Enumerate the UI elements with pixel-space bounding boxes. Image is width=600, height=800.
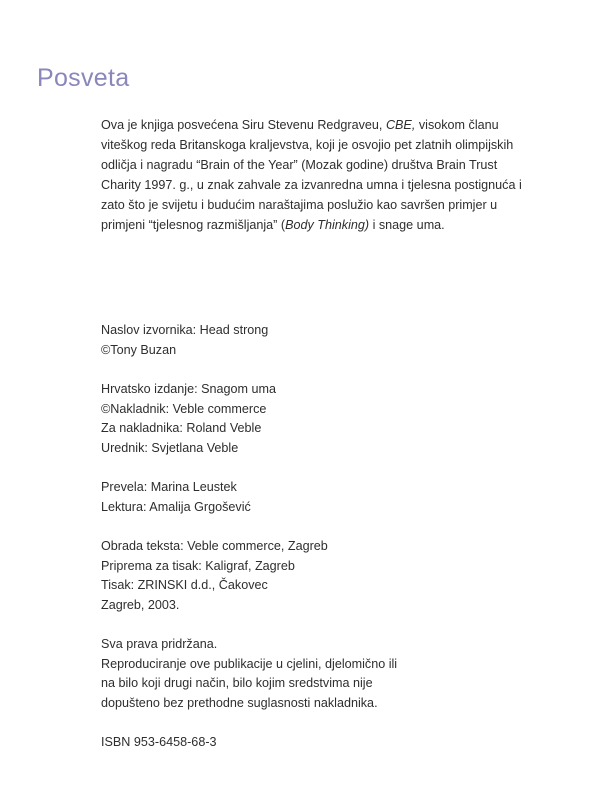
isbn-line: ISBN 953-6458-68-3 <box>101 735 217 749</box>
croatian-edition-block <box>101 380 561 458</box>
isbn-block <box>101 733 561 753</box>
translator-line: Prevela: Marina Leustek <box>101 480 237 494</box>
page-title: Posveta <box>37 64 130 92</box>
original-title-line: Naslov izvornika: Head strong <box>101 323 269 337</box>
original-author-line: ©Tony Buzan <box>101 342 177 357</box>
dedication-paragraph <box>101 115 541 235</box>
dedication-line: odličja i nagradu “Brain of the Year” (Mozak godine) društva Brain Trust <box>101 158 498 172</box>
dedication-line: primjeni “tjelesnog razmišljanja” (Body Thinking) i snage uma. <box>101 218 445 232</box>
colophon <box>101 321 561 773</box>
place-year-line: Zagreb, 2003. <box>101 597 180 612</box>
typesetting-line: Obrada teksta: Veble commerce, Zagreb <box>101 539 328 553</box>
rights-reserved-line: Sva prava pridržana. <box>101 637 218 651</box>
rights-block <box>101 635 561 713</box>
prepress-line: Priprema za tisak: Kaligraf, Zagreb <box>101 558 295 573</box>
publisher-line: ©Nakladnik: Veble commerce <box>101 401 267 416</box>
dedication-line: Ova je knjiga posvećena Siru Stevenu Redgraveu, CBE, visokom članu <box>101 118 499 132</box>
rights-notice-line: dopušteno bez prethodne suglasnosti nakladnika. <box>101 695 378 710</box>
dedication-line: Charity 1997. g., u znak zahvale za izvanredna umna i tjelesna postignuća i <box>101 178 522 192</box>
original-edition-block <box>101 321 561 360</box>
croatian-title-line: Hrvatsko izdanje: Snagom uma <box>101 382 276 396</box>
printing-line: Tisak: ZRINSKI d.d., Čakovec <box>101 578 268 592</box>
rights-notice-line: Reproduciranje ove publikacije u cjelini, djelomično ili <box>101 656 398 671</box>
editor-line: Urednik: Svjetlana Veble <box>101 440 239 455</box>
rights-notice-line: na bilo koji drugi način, bilo kojim sredstvima nije <box>101 676 373 690</box>
for-publisher-line: Za nakladnika: Roland Veble <box>101 421 262 435</box>
dedication-line: viteškog reda Britanskoga kraljevstva, koji je osvojio pet zlatnih olimpijskih <box>101 138 514 152</box>
dedication-line: zato što je svijetu i budućim naraštajima poslužio kao savršen primjer u <box>101 198 498 212</box>
translation-block <box>101 478 561 517</box>
production-block <box>101 537 561 615</box>
proofreading-line: Lektura: Amalija Grgošević <box>101 499 251 514</box>
